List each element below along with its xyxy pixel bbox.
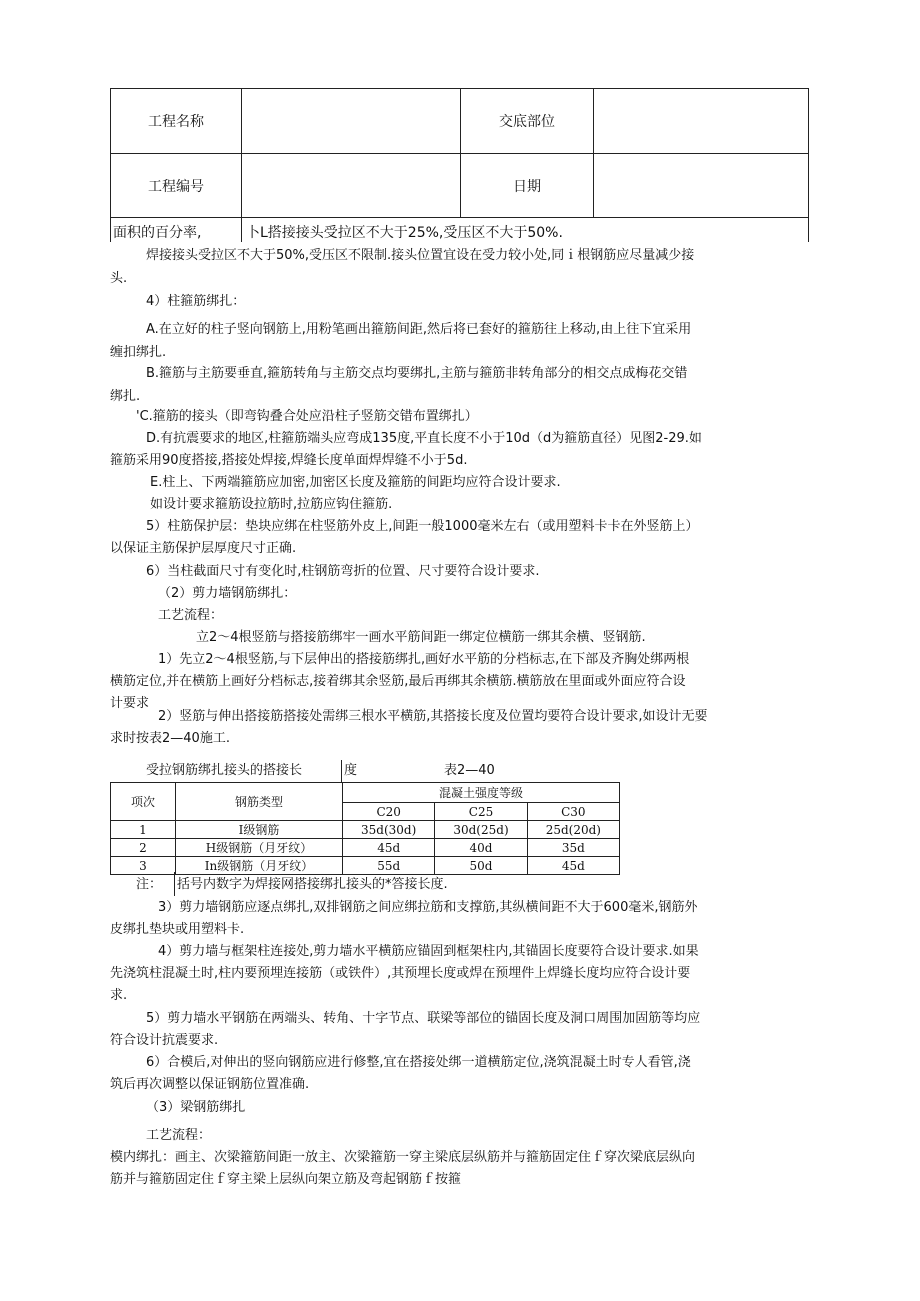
row3-left-text: 面积的百分率, xyxy=(113,225,202,241)
note-text: 括号内数字为焊接网搭接绑扎接头的*答接长度. xyxy=(177,877,448,892)
text-line: 工艺流程： xyxy=(146,1128,212,1143)
row3-right-cell xyxy=(242,218,809,243)
project-no-label: 工程编号 xyxy=(111,154,242,218)
text-line: 4）柱箍筋绑扎： xyxy=(146,294,246,309)
text-line: E.柱上、下两端箍筋应加密,加密区长度及箍筋的间距均应符合设计要求. xyxy=(150,475,561,490)
cell-no: 3 xyxy=(111,857,176,875)
text-line: 箍筋采用90度搭接,搭接处焊接,焊缝长度单面焊焊缝不小于5d. xyxy=(110,453,468,468)
col-header-c20: C20 xyxy=(343,803,435,821)
project-no-value xyxy=(242,154,461,218)
text-line: A.在立好的柱子竖向钢筋上,用粉笔画出箍筋间距,然后将已套好的箍筋往上移动,由上往下宜采用 xyxy=(146,322,692,337)
text-line: 3）剪力墙钢筋应逐点绑扎,双排钢筋之间应绑拉筋和支撑筋,其纵横间距不大于600毫米,钢筋外 xyxy=(158,900,698,915)
cell-c25: 40d xyxy=(435,839,527,857)
text-line: 5）剪力墙水平钢筋在两端头、转角、十字节点、联梁等部位的锚固长度及洞口周围加固筋等均应 xyxy=(146,1011,701,1026)
text-line: 'C.箍筋的接头（即弯钩叠合处应沿柱子竖筋交错布置绑扎） xyxy=(136,409,478,424)
text-line: 求. xyxy=(110,988,128,1003)
date-label: 日期 xyxy=(461,154,594,218)
cell-c25: 50d xyxy=(435,857,527,875)
text-line: 求时按表2—40施工. xyxy=(110,731,230,746)
caption-divider xyxy=(341,760,342,782)
text-line: 6）当柱截面尺寸有变化时,柱钢筋弯折的位置、尺寸要符合设计要求. xyxy=(146,564,540,579)
note-label: 注： xyxy=(136,877,163,892)
row3-right-text: 卜L搭接接头受拉区不大于25%,受压区不大于50%. xyxy=(246,225,563,241)
text-line: 4）剪力墙与框架柱连接处,剪力墙水平横筋应锚固到框架柱内,其锚固长度要符合设计要求.如果 xyxy=(158,944,699,959)
text-line: 立2～4根竖筋与搭接筋绑牢一画水平筋间距一绑定位横筋一绑其余横、竖钢筋. xyxy=(196,630,646,645)
cell-type: I级钢筋 xyxy=(176,821,343,839)
text-line: 1）先立2～4根竖筋,与下层伸出的搭接筋绑扎,画好水平筋的分档标志,在下部及齐胸处绑两根 xyxy=(158,652,690,667)
text-line: 焊接接头受拉区不大于50%,受压区不限制.接头位置宜设在受力较小处,同ｉ根钢筋应尽量减少接 xyxy=(146,248,695,263)
text-line: 2）竖筋与伸出搭接筋搭接处需绑三根水平横筋,其搭接长度及位置均要符合设计要求,如设计无要 xyxy=(158,709,708,724)
text-line: 模内绑扎：画主、次梁箍筋间距一放主、次梁箍筋一穿主梁底层纵筋并与箍筋固定住ｆ穿次梁底层纵向 xyxy=(110,1150,696,1165)
text-line: 计要求 xyxy=(110,696,150,711)
text-line: 缠扣绑扎. xyxy=(110,345,167,360)
cell-type: H级钢筋（月牙纹） xyxy=(176,839,343,857)
text-line: 符合设计抗震要求. xyxy=(110,1033,219,1048)
header-table xyxy=(110,88,809,242)
cell-type: In级钢筋（月牙纹） xyxy=(176,857,343,875)
cell-c20: 55d xyxy=(343,857,435,875)
splice-length-table xyxy=(110,782,620,875)
handover-part-label: 交底部位 xyxy=(461,89,594,154)
note-divider xyxy=(174,872,175,896)
cell-c20: 35d(30d) xyxy=(343,821,435,839)
text-line: D.有抗震要求的地区,柱箍筋端头应弯成135度,平直长度不小于10d（d为箍筋直径）见图2-29.如 xyxy=(146,431,702,446)
table-row xyxy=(111,821,620,839)
text-line: 如设计要求箍筋设拉筋时,拉筋应钩住箍筋. xyxy=(150,497,393,512)
text-line: 工艺流程： xyxy=(158,608,224,623)
table-caption-left: 受拉钢筋绑扎接头的搭接长 xyxy=(146,763,303,778)
col-header-item: 项次 xyxy=(111,783,176,821)
text-line: 筋并与箍筋固定住ｆ穿主梁上层纵向架立筋及弯起钢筋ｆ按箍 xyxy=(110,1172,462,1187)
text-line: （3）梁钢筋绑扎 xyxy=(146,1100,246,1115)
text-line: 6）合模后,对伸出的竖向钢筋应进行修整,宜在搭接处绑一道横筋定位,浇筑混凝土时专人看管,浇 xyxy=(146,1055,691,1070)
table-row xyxy=(111,857,620,875)
cell-no: 1 xyxy=(111,821,176,839)
text-line: 5）柱筋保护层：垫块应绑在柱竖筋外皮上,间距一般1000毫米左右（或用塑料卡卡在外竖筋上） xyxy=(146,519,699,534)
text-line: B.箍筋与主筋要垂直,箍筋转角与主筋交点均要绑扎,主筋与箍筋非转角部分的相交点成梅花交错 xyxy=(146,366,688,381)
handover-part-value xyxy=(594,89,809,154)
col-header-c25: C25 xyxy=(435,803,527,821)
cell-c30: 45d xyxy=(527,857,619,875)
col-header-c30: C30 xyxy=(527,803,619,821)
text-line: （2）剪力墙钢筋绑扎： xyxy=(158,586,297,601)
table-row xyxy=(111,839,620,857)
text-line: 先浇筑柱混凝土时,柱内要预埋连接筋（或铁件）,其预埋长度或焊在预埋件上焊缝长度均应符合设计要 xyxy=(110,966,691,981)
text-line: 头. xyxy=(110,271,128,286)
date-value xyxy=(594,154,809,218)
text-line: 皮绑扎垫块或用塑料卡. xyxy=(110,922,245,937)
table-caption-mid: 度 xyxy=(344,763,358,778)
cell-c20: 45d xyxy=(343,839,435,857)
cell-c30: 25d(20d) xyxy=(527,821,619,839)
col-header-type: 钢筋类型 xyxy=(176,783,343,821)
row3-left-cell xyxy=(111,218,242,243)
cell-c25: 30d(25d) xyxy=(435,821,527,839)
col-header-grade-group: 混凝土强度等级 xyxy=(343,783,620,803)
table-caption-right: 表2—40 xyxy=(444,763,495,778)
text-line: 筑后再次调整以保证钢筋位置准确. xyxy=(110,1077,310,1092)
cell-no: 2 xyxy=(111,839,176,857)
text-line: 横筋定位,并在横筋上画好分档标志,接着绑其余竖筋,最后再绑其余横筋.横筋放在里面或外面应符合设 xyxy=(110,674,686,689)
text-line: 以保证主筋保护层厚度尺寸正确. xyxy=(110,541,297,556)
project-name-value xyxy=(242,89,461,154)
cell-c30: 35d xyxy=(527,839,619,857)
text-line: 绑扎. xyxy=(110,389,141,404)
project-name-label: 工程名称 xyxy=(111,89,242,154)
